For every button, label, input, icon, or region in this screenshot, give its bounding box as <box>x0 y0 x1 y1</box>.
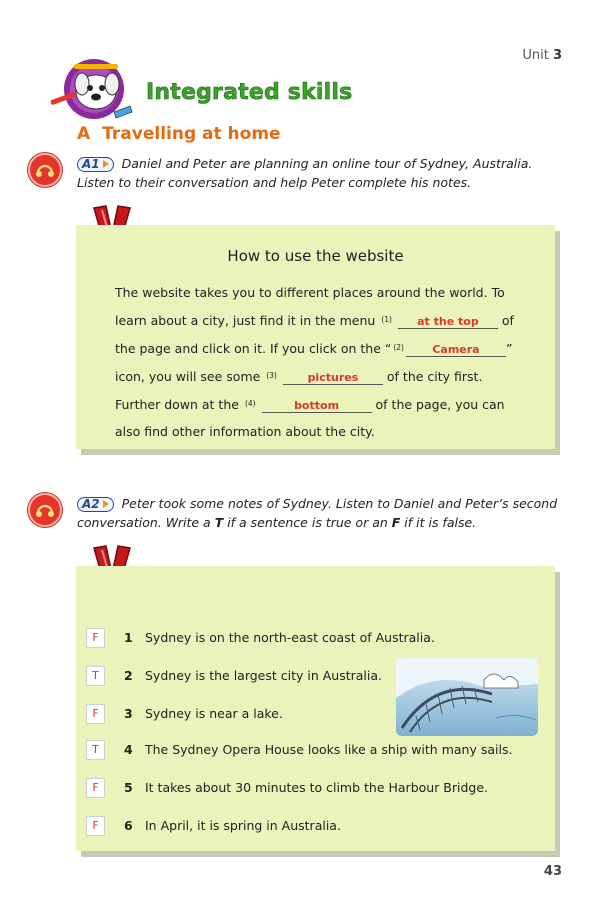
statement-number: 3 <box>124 706 133 721</box>
unit-word: Unit <box>522 48 549 63</box>
answer-blank-2[interactable]: Camera <box>406 344 506 357</box>
a1-instruction <box>77 154 567 192</box>
statement-number: 2 <box>124 668 133 683</box>
statement-text: Sydney is near a lake. <box>145 706 283 721</box>
lesson-title: Integrated skills <box>146 80 353 105</box>
answer-blank-3[interactable]: pictures <box>283 372 383 385</box>
statement-number: 6 <box>124 818 133 833</box>
a1-tag: A1 <box>77 157 114 172</box>
statement-text: Sydney is the largest city in Australia. <box>145 668 383 683</box>
dog-mascot-icon <box>44 56 144 122</box>
page-number: 43 <box>543 864 562 879</box>
a2-instruction <box>77 494 567 532</box>
blank-number-4: (4) <box>244 399 256 408</box>
statement-number: 5 <box>124 780 133 795</box>
answer-box[interactable]: F <box>86 778 105 798</box>
statement-text: It takes about 30 minutes to climb the Harbour Bridge. <box>145 780 489 795</box>
a2-instruction-pre: Peter took some notes of Sydney. Listen to Daniel and Peter’s second conversation. Write a <box>77 496 558 530</box>
a2-false-letter: F <box>391 515 401 530</box>
answer-box[interactable]: F <box>86 704 105 724</box>
unit-number: 3 <box>552 48 562 63</box>
blank-number-3: (3) <box>266 371 277 380</box>
answer-box[interactable]: T <box>86 666 105 686</box>
section-title: Travelling at home <box>102 124 281 144</box>
notes-panel <box>76 225 555 449</box>
statement-number: 4 <box>124 742 133 757</box>
a2-instruction-post: if it is false. <box>400 515 477 530</box>
statement-text: Sydney is on the north-east coast of Australia. <box>145 630 435 645</box>
statement-text: The Sydney Opera House looks like a ship with many sails. <box>145 742 513 757</box>
a1-instruction-text: Daniel and Peter are planning an online tour of Sydney, Australia. Listen to their conversation and help Peter complete his notes. <box>77 156 533 190</box>
a2-instruction-mid: if a sentence is true or an <box>223 515 392 530</box>
blank-number-1: (1) <box>381 315 392 324</box>
answer-box[interactable]: F <box>86 628 105 648</box>
notes-title: How to use the website <box>227 247 404 265</box>
answer-box[interactable]: T <box>86 740 105 760</box>
notes-text <box>115 279 525 445</box>
statement-number: 1 <box>124 630 133 645</box>
unit-label <box>522 48 562 63</box>
notes-text-1: The website takes you to different places around the world. To learn about a city, just find it in the menu <box>115 285 505 328</box>
notes-text-4: of the city first. Further down at the <box>115 369 483 412</box>
listening-headphones-icon <box>28 493 62 527</box>
statement-text: In April, it is spring in Australia. <box>145 818 341 833</box>
listening-headphones-icon <box>28 153 62 187</box>
notes-text-3: ” icon, you will see some <box>115 341 513 384</box>
harbour-bridge-illustration <box>396 658 538 736</box>
a2-tag: A2 <box>77 497 114 512</box>
notes-text-2: of the page and click on it. If you click on the “ <box>115 313 514 356</box>
section-letter: A <box>77 124 91 144</box>
answer-box[interactable]: F <box>86 816 105 836</box>
answer-blank-1[interactable]: at the top <box>398 316 498 329</box>
section-heading <box>77 124 281 144</box>
a2-true-letter: T <box>214 515 224 530</box>
answer-blank-4[interactable]: bottom <box>262 400 372 413</box>
blank-number-2: (2) <box>393 343 404 352</box>
notes-text-5: of the page, you can also find other information about the city. <box>115 397 505 439</box>
true-false-panel <box>76 566 555 851</box>
